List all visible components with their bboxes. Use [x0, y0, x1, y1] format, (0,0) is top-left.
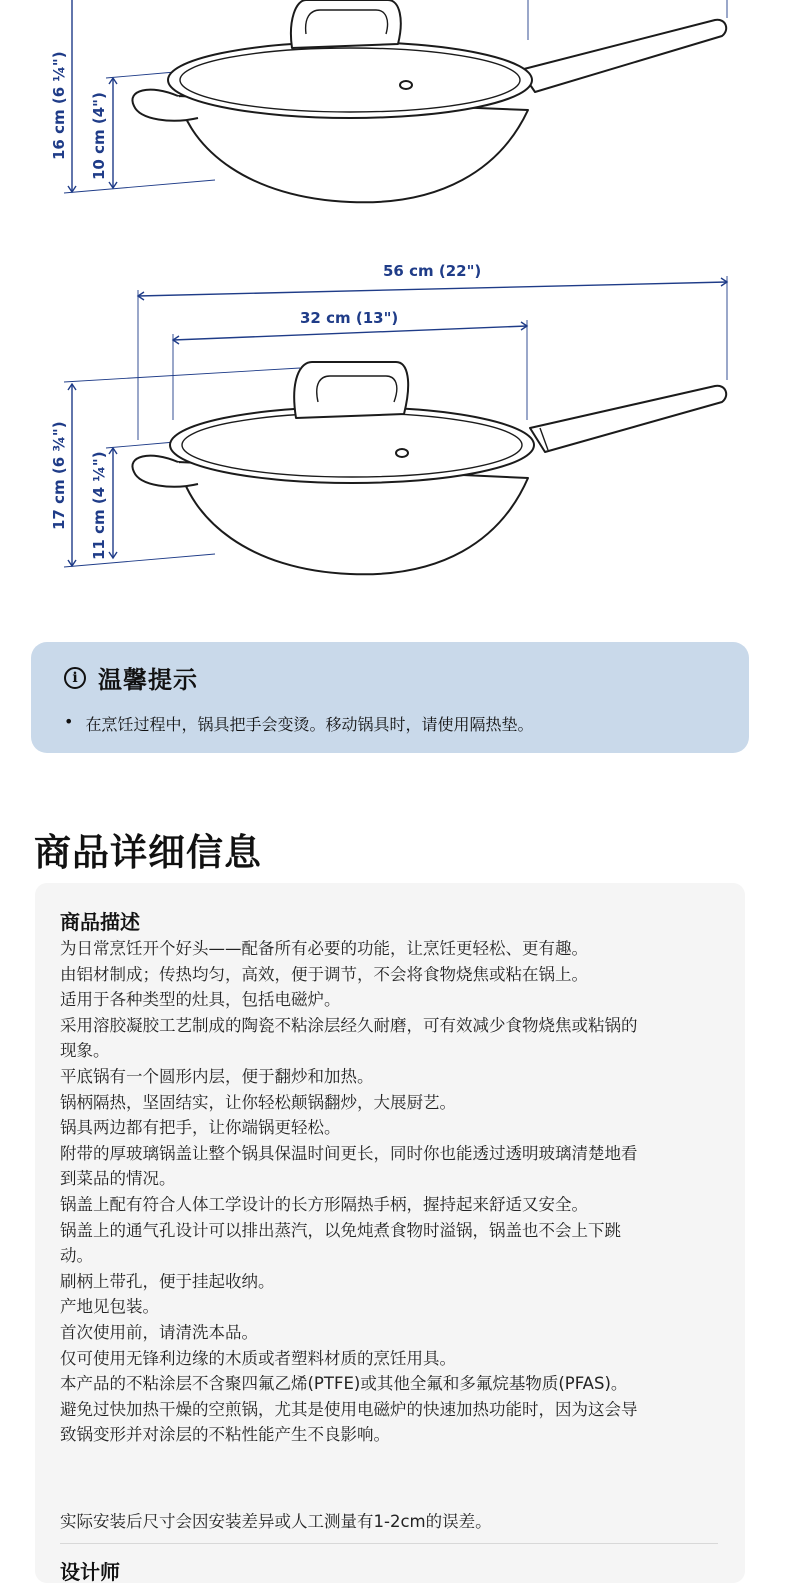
description-line: 附带的厚玻璃锅盖让整个锅具保温时间更长，同时你也能透过透明玻璃清楚地看 [60, 1143, 638, 1163]
install-note: 实际安装后尺寸会因安装差异或人工测量有1-2cm的误差。 [60, 1512, 492, 1531]
info-icon: i [64, 667, 86, 689]
description-line: 采用溶胶凝胶工艺制成的陶瓷不粘涂层经久耐磨，可有效减少食物烧焦或粘锅的 [60, 1015, 638, 1035]
height-body-label: 11 cm (4 ¼") [90, 451, 108, 560]
notice-header [64, 660, 198, 695]
width-total-label: 56 cm (22") [383, 262, 482, 280]
description-line: 刷柄上带孔，便于挂起收纳。 [60, 1271, 275, 1291]
description-line: 由铝材制成；传热均匀，高效，便于调节，不会将食物烧焦或粘在锅上。 [60, 964, 588, 984]
description-line: 到菜品的情况。 [60, 1169, 176, 1189]
description-line: 锅盖上配有符合人体工学设计的长方形隔热手柄，握持起来舒适又安全。 [60, 1194, 588, 1214]
description-line: 本产品的不粘涂层不含聚四氟乙烯(PTFE)或其他全氟和多氟烷基物质(PFAS)。 [60, 1374, 628, 1394]
height-total-label: 16 cm (6 ¼") [50, 51, 68, 160]
wok-dimension-diagram-top [0, 0, 790, 240]
wok-dimension-diagram-bottom [0, 240, 790, 610]
notice-item [64, 712, 533, 735]
section-divider [60, 1543, 718, 1544]
notice-title: 温馨提示 [98, 666, 198, 694]
description-line: 动。 [60, 1246, 93, 1266]
description-line: 平底锅有一个圆形内层，便于翻炒和加热。 [60, 1066, 374, 1086]
description-line: 为日常烹饪开个好头——配备所有必要的功能，让烹饪更轻松、更有趣。 [60, 939, 588, 958]
description-line: 锅具两边都有把手，让你端锅更轻松。 [60, 1118, 341, 1138]
bullet: • [64, 712, 74, 731]
description-line: 现象。 [60, 1041, 110, 1061]
notice-item-text: 在烹饪过程中，锅具把手会变烫。移动锅具时，请使用隔热垫。 [85, 715, 534, 734]
description-line: 适用于各种类型的灶具，包括电磁炉。 [60, 990, 341, 1010]
description-line: 致锅变形并对涂层的不粘性能产生不良影响。 [60, 1425, 390, 1445]
description-lines [60, 936, 720, 1448]
width-lid-label: 32 cm (13") [300, 309, 399, 327]
description-line: 避免过快加热干燥的空煎锅，尤其是使用电磁炉的快速加热功能时，因为这会导 [60, 1399, 638, 1419]
description-line: 首次使用前，请清洗本品。 [60, 1322, 258, 1342]
height-total-label: 17 cm (6 ¾") [50, 421, 68, 530]
description-line: 产地见包装。 [60, 1297, 159, 1317]
height-body-label: 10 cm (4") [90, 92, 108, 180]
notice-box [31, 642, 749, 753]
designer-title: 设计师 [60, 1560, 120, 1584]
details-heading: 商品详细信息 [34, 831, 262, 874]
description-title: 商品描述 [60, 910, 140, 934]
description-line: 锅盖上的通气孔设计可以排出蒸汽，以免炖煮食物时溢锅，锅盖也不会上下跳 [60, 1220, 621, 1240]
description-line: 锅柄隔热，坚固结实，让你轻松颠锅翻炒，大展厨艺。 [60, 1092, 456, 1112]
description-line: 仅可使用无锋利边缘的木质或者塑料材质的烹饪用具。 [60, 1348, 456, 1368]
